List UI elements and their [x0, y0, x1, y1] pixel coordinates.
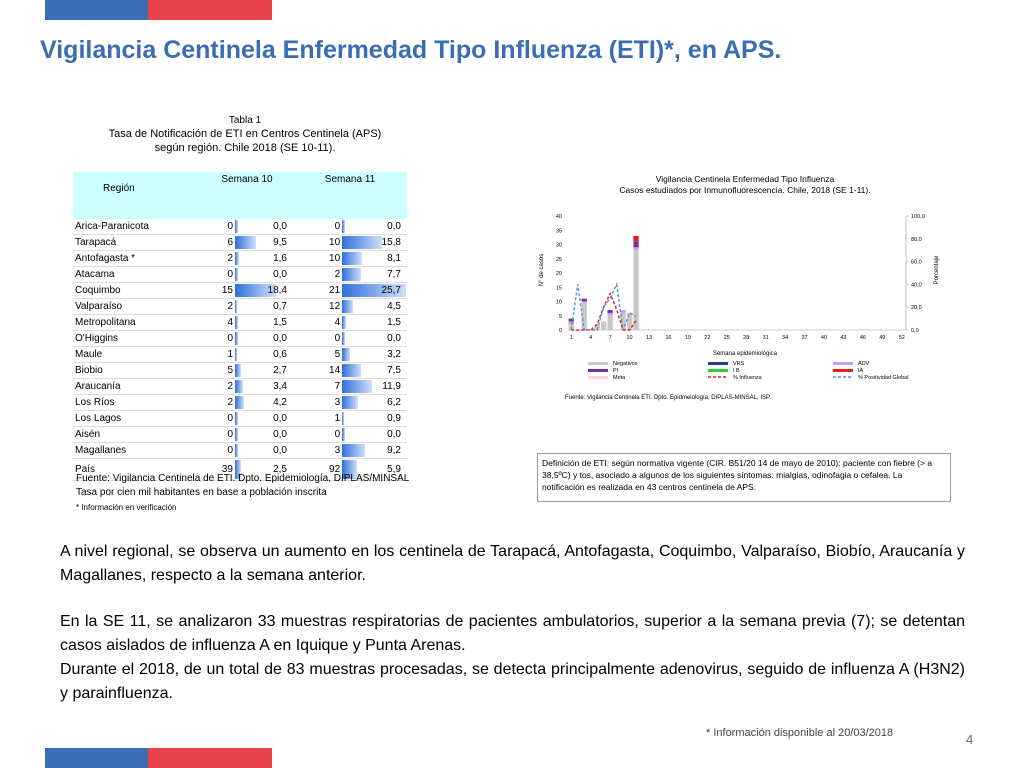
chart-xlabel: Semana epidemiológica: [712, 351, 778, 357]
legend-swatch-vrs: [708, 362, 728, 365]
chart-y2tick-label: 100,0: [911, 214, 925, 220]
region-cell: Araucanía: [73, 379, 201, 395]
rate-databar: [235, 364, 241, 377]
top-bar-red: [148, 0, 272, 20]
rate-week10-cell: [235, 267, 293, 283]
chart-y2tick-label: 40,0: [911, 282, 922, 289]
chart-bar-adv: [607, 313, 612, 316]
chart-xtick-label: 31: [762, 335, 769, 341]
count-week10-cell: 4: [201, 315, 235, 331]
rate-week10-cell: [235, 379, 293, 395]
table-row: [73, 395, 407, 411]
legend-swatch-negativos: [588, 362, 608, 365]
rate-value: 11,9: [382, 381, 401, 392]
rate-value: 0,0: [273, 429, 287, 440]
legend-swatch-pi: [588, 369, 608, 372]
count-week10-cell: 0: [201, 331, 235, 347]
legend-label: % Influenza: [733, 375, 762, 381]
chart-bar-negativos: [607, 316, 612, 330]
rate-value: 2,5: [273, 464, 287, 475]
count-week10-cell: 2: [201, 299, 235, 315]
count-week10-cell: 39: [201, 459, 235, 481]
count-week11-cell: 10: [293, 251, 342, 267]
chart-y2label: Porcentaje: [934, 255, 940, 285]
rate-value: 1,6: [273, 253, 287, 264]
header-region: Región: [73, 172, 201, 219]
page-title: Vigilancia Centinela Enfermedad Tipo Influenza (ETI)*, en APS.: [40, 36, 782, 64]
legend-label: VRS: [733, 361, 745, 367]
rate-value: 0,9: [387, 413, 401, 424]
rate-databar: [342, 348, 350, 361]
rate-week11-cell: [342, 379, 407, 395]
region-cell: Los Ríos: [73, 395, 201, 411]
rate-databar: [342, 332, 345, 345]
rate-value: 5,9: [387, 464, 401, 475]
table-row: [73, 267, 407, 283]
rate-databar: [342, 268, 361, 281]
rate-value: 0,0: [387, 333, 401, 344]
count-week11-cell: 92: [293, 459, 342, 481]
count-week11-cell: 10: [293, 235, 342, 251]
rate-value: 1,5: [273, 317, 287, 328]
rate-week11-cell: [342, 315, 407, 331]
region-cell: Los Lagos: [73, 411, 201, 427]
region-cell: Maule: [73, 347, 201, 363]
rate-value: 0,7: [273, 301, 287, 312]
rate-value: 3,2: [387, 349, 401, 360]
chart-source: Fuente: Vigilancia Centinela ETI. Dpto. Epidmeiología, DIPLAS-MINSAL, ISP.: [565, 395, 771, 401]
legend-swatch-meta: [588, 376, 608, 379]
region-cell: Coquimbo: [73, 283, 201, 299]
rate-databar: [342, 380, 372, 393]
chart-ytick-label: 40: [555, 214, 562, 220]
chart-bar-negativos: [627, 313, 632, 330]
chart-xtick-label: 34: [782, 335, 789, 341]
paragraph-regional-text: A nivel regional, se observa un aumento en los centinela de Tarapacá, Antofagasta, Coquimbo, Valparaíso, Biobío, Araucanía y Magallanes, respecto a la semana anterior.: [60, 543, 965, 584]
chart-ytick-label: 25: [555, 256, 562, 263]
chart-bar-ia: [633, 236, 638, 242]
eti-definition-box: Definición de ETI: según normativa vigente (CIR. B51/20 14 de mayo de 2010): paciente con fiebre (> a 38,5ºC) y tos, asociado a algunos de los siguientes síntomas: mialgias, odinofagia o cefalea. La notificación es realizada en 43 centros centinela de APS.: [537, 453, 951, 502]
rate-week11-cell: [342, 395, 407, 411]
rate-value: 4,2: [273, 397, 287, 408]
table-row: [73, 331, 407, 347]
region-cell: Arica-Paranicota: [73, 219, 201, 235]
rate-week11-cell: [342, 427, 407, 443]
rate-value: 18,4: [267, 285, 287, 296]
rate-value: 0,0: [387, 221, 401, 232]
count-week11-cell: 21: [293, 283, 342, 299]
rate-databar: [342, 444, 365, 457]
rate-databar: [235, 396, 244, 409]
rate-week10-cell: [235, 395, 293, 411]
legend-label: I B: [733, 368, 740, 374]
table-rate-note: Tasa por cien mil habitantes en base a población inscrita: [76, 487, 327, 498]
count-week10-cell: 0: [201, 443, 235, 459]
table-row: [73, 251, 407, 267]
count-week11-cell: 3: [293, 395, 342, 411]
rate-week11-cell: [342, 251, 407, 267]
chart-bar-adv: [569, 321, 574, 324]
legend-label: ADV: [858, 361, 870, 367]
chart-xtick-label: 19: [684, 335, 691, 341]
table-label: Tabla 1: [228, 115, 262, 126]
count-week11-cell: 1: [293, 411, 342, 427]
rate-databar: [342, 316, 346, 329]
region-cell: Magallanes: [73, 443, 201, 459]
rate-value: 9,2: [387, 445, 401, 456]
count-week10-cell: 0: [201, 267, 235, 283]
region-cell: Valparaíso: [73, 299, 201, 315]
rate-value: 0,0: [273, 333, 287, 344]
rate-week11-cell: [342, 347, 407, 363]
chart-xtick-label: 52: [898, 335, 905, 341]
table-caption-line1: Tasa de Notificación de ETI en Centros Centinela (APS): [108, 128, 382, 140]
rate-value: 0,6: [273, 349, 287, 360]
table-row: [73, 443, 407, 459]
rate-databar: [235, 268, 238, 281]
chart-xtick-label: 10: [626, 335, 633, 341]
chart-bar-adv: [633, 247, 638, 250]
chart-ytick-label: 5: [558, 313, 562, 320]
rate-value: 0,0: [273, 221, 287, 232]
chart-xtick-label: 28: [743, 335, 750, 341]
chart-svg: [535, 170, 955, 410]
rate-databar: [235, 412, 238, 425]
legend-label: Meta: [613, 375, 626, 381]
legend-label: PI: [613, 368, 619, 374]
rate-week10-cell: [235, 347, 293, 363]
rate-databar: [342, 252, 362, 265]
count-week10-cell: 2: [201, 395, 235, 411]
rate-value: 7,7: [387, 269, 401, 280]
chart-xtick-label: 46: [859, 335, 866, 341]
count-week10-cell: 5: [201, 363, 235, 379]
regional-rate-table: [73, 172, 407, 481]
rate-databar: [342, 428, 345, 441]
header-week11: Semana 11: [293, 172, 407, 219]
paragraph-se11: [60, 610, 965, 658]
paragraph-se11-highlight: influenza A en Iquique y Punta Arenas.: [191, 637, 466, 654]
chart-bar-negativos: [633, 250, 638, 330]
bottom-bar-blue: [45, 748, 148, 768]
top-bar-blue: [45, 0, 148, 20]
chart-bar-pi: [607, 310, 612, 313]
rate-databar: [342, 236, 381, 249]
rate-week10-cell: [235, 315, 293, 331]
count-week11-cell: 0: [293, 219, 342, 235]
rate-value: 2,7: [273, 365, 287, 376]
chart-xtick-label: 16: [665, 335, 672, 341]
region-cell: Atacama: [73, 267, 201, 283]
count-week11-cell: 5: [293, 347, 342, 363]
count-week11-cell: 2: [293, 267, 342, 283]
rate-value: 0,0: [273, 445, 287, 456]
chart-xtick-label: 49: [879, 335, 886, 341]
info-date-note: * Información disponible al 20/03/2018: [706, 727, 894, 739]
rate-week10-cell: [235, 427, 293, 443]
table-row: [73, 427, 407, 443]
count-week10-cell: 2: [201, 251, 235, 267]
rate-week10-cell: [235, 443, 293, 459]
chart-xtick-label: 22: [704, 335, 711, 341]
rate-value: 9,5: [273, 237, 287, 248]
chart-xtick-label: 43: [840, 335, 847, 341]
rate-databar: [235, 444, 238, 457]
rate-databar: [342, 412, 344, 425]
table-row: [73, 219, 407, 235]
legend-swatch-ia: [833, 369, 853, 372]
chart-bar-negativos: [601, 321, 606, 330]
rate-week11-cell: [342, 443, 407, 459]
rate-databar: [342, 300, 353, 313]
rate-databar: [235, 332, 238, 345]
count-week11-cell: 7: [293, 379, 342, 395]
chart-title: Vigilancia Centinela Enfermedad Tipo Influenza: [655, 174, 835, 184]
rate-week10-cell: [235, 219, 293, 235]
rate-databar: [342, 396, 357, 409]
rate-week11-cell: [342, 299, 407, 315]
rate-week11-cell: [342, 283, 407, 299]
rate-value: 4,5: [387, 301, 401, 312]
rate-week10-cell: [235, 363, 293, 379]
table-caption-line2: según región. Chile 2018 (SE 10-11).: [154, 142, 336, 154]
chart-ytick-label: 20: [555, 271, 562, 277]
rate-databar: [235, 252, 239, 265]
rate-week11-cell: [342, 235, 407, 251]
rate-week10-cell: [235, 299, 293, 315]
count-week11-cell: 0: [293, 331, 342, 347]
count-week11-cell: 14: [293, 363, 342, 379]
table-row: [73, 347, 407, 363]
chart-xtick-label: 1: [569, 335, 573, 341]
count-week11-cell: 4: [293, 315, 342, 331]
legend-swatch-adv: [833, 362, 853, 365]
region-cell: Tarapacá: [73, 235, 201, 251]
rate-week11-cell: [342, 219, 407, 235]
rate-value: 6,2: [387, 397, 401, 408]
chart-ytick-label: 30: [555, 242, 562, 249]
rate-week11-cell: [342, 363, 407, 379]
rate-databar: [235, 316, 238, 329]
chart-bar-pi: [633, 242, 638, 248]
chart-xtick-label: 40: [820, 335, 828, 341]
region-cell: Aisén: [73, 427, 201, 443]
count-week11-cell: 3: [293, 443, 342, 459]
rate-week10-cell: [235, 331, 293, 347]
paragraph-regional: [60, 540, 965, 588]
chart-y2tick-label: 20,0: [911, 305, 922, 312]
legend-label: % Positividad Global: [858, 375, 909, 381]
rate-databar: [235, 220, 238, 233]
table-row: [73, 315, 407, 331]
count-week10-cell: 0: [201, 411, 235, 427]
rate-databar: [342, 220, 345, 233]
table-header-row: [73, 172, 407, 219]
table-footnote: * Información en verificación: [76, 503, 177, 512]
chart-xtick-label: 13: [645, 335, 653, 341]
rate-value: 0,0: [273, 269, 287, 280]
chart-y2tick-label: 80,0: [911, 236, 922, 243]
rate-value: 3,4: [273, 381, 287, 392]
rate-databar: [342, 364, 361, 377]
bottom-bar-red: [148, 748, 272, 768]
table-row: [73, 363, 407, 379]
count-week10-cell: 2: [201, 379, 235, 395]
count-week10-cell: 6: [201, 235, 235, 251]
rate-week10-cell: [235, 235, 293, 251]
count-week11-cell: 12: [293, 299, 342, 315]
chart-xtick-label: 4: [589, 335, 593, 341]
chart-xtick-label: 37: [801, 335, 808, 341]
chart-y2tick-label: 0,0: [911, 328, 919, 334]
table-row: [73, 299, 407, 315]
region-cell: Metropolitana: [73, 315, 201, 331]
region-cell: Biobio: [73, 363, 201, 379]
chart-xtick-label: 25: [723, 335, 730, 341]
count-week11-cell: 0: [293, 427, 342, 443]
chart-y2tick-label: 60,0: [911, 259, 922, 266]
rate-databar: [235, 236, 256, 249]
header-week10: Semana 10: [201, 172, 293, 219]
rate-week11-cell: [342, 267, 407, 283]
legend-label: IA: [858, 368, 864, 374]
rate-value: 0,0: [387, 429, 401, 440]
chart-xtick-label: 7: [608, 335, 612, 341]
chart-subtitle: Casos estudiados por Inmunofluorescencia. Chile, 2018 (SE 1-11).: [619, 185, 871, 195]
table-row: [73, 411, 407, 427]
table-row: [73, 235, 407, 251]
rate-value: 7,5: [387, 365, 401, 376]
region-cell: País: [73, 459, 201, 481]
influenza-chart: [535, 170, 955, 410]
chart-bar-adv: [620, 310, 625, 313]
rate-week10-cell: [235, 251, 293, 267]
count-week10-cell: 0: [201, 219, 235, 235]
page-number: 4: [966, 732, 974, 747]
paragraph-se11-text: En la SE 11, se analizaron 33 muestras respiratorias de pacientes ambulatorios, superior a la semana previa (7); se detentan casos aislados de: [60, 613, 965, 654]
chart-ylabel: N° de casos: [539, 253, 545, 287]
table-row: [73, 283, 407, 299]
chart-ytick-label: 35: [555, 228, 562, 235]
count-week10-cell: 0: [201, 427, 235, 443]
rate-value: 25,7: [381, 285, 401, 296]
table-row: [73, 379, 407, 395]
region-cell: O'Higgins: [73, 331, 201, 347]
rate-databar: [235, 380, 243, 393]
legend-swatch-i-b: [708, 369, 728, 372]
rate-databar: [235, 348, 237, 361]
chart-ytick-label: 10: [555, 299, 562, 306]
paragraph-2018: [60, 658, 965, 706]
paragraph-2018-text: Durante el 2018, de un total de 83 muestras procesadas, se detecta principalmente adenovirus, seguido de influenza A (H3N2) y parainfluenza.: [60, 661, 965, 702]
chart-bar-pi: [582, 299, 587, 302]
rate-value: 0,0: [273, 413, 287, 424]
count-week10-cell: 15: [201, 283, 235, 299]
rate-week10-cell: [235, 411, 293, 427]
rate-databar: [235, 428, 238, 441]
rate-value: 1,5: [387, 317, 401, 328]
rate-value: 15,8: [381, 237, 401, 248]
count-week10-cell: 1: [201, 347, 235, 363]
rate-week11-cell: [342, 411, 407, 427]
table-source: Fuente: Vigilancia Centinela de ETI. Dpto. Epidemiología, DIPLAS/MINSAL: [76, 473, 410, 484]
rate-week10-cell: [235, 283, 293, 299]
rate-week11-cell: [342, 331, 407, 347]
chart-ytick-label: 0: [558, 328, 562, 334]
rate-value: 8,1: [387, 253, 401, 264]
rate-databar: [235, 300, 237, 313]
legend-label: Negativos: [613, 361, 638, 367]
chart-ytick-label: 15: [555, 285, 562, 292]
region-cell: Antofagasta *: [73, 251, 201, 267]
